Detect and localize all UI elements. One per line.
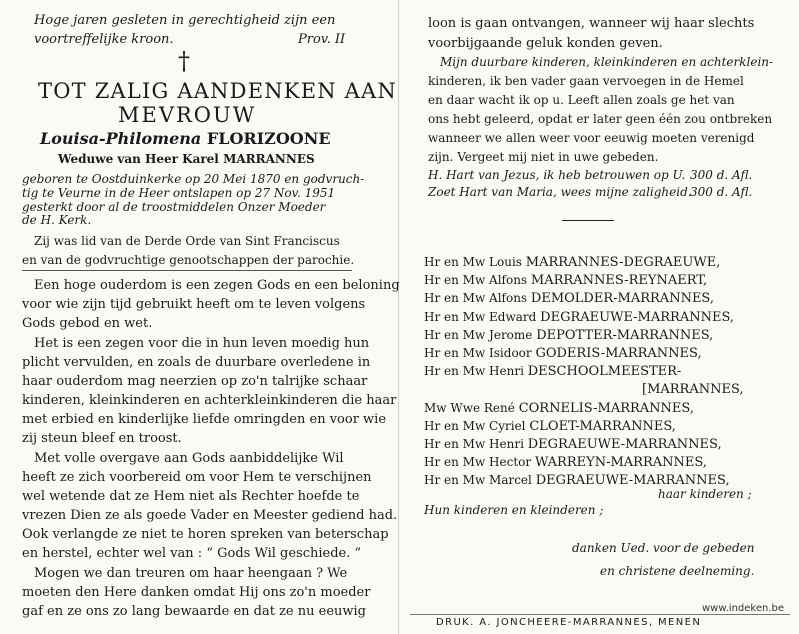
prayer-line: ons hebt geleerd, opdat er later geen één zou ontbreken (428, 112, 773, 126)
body-line: Het is een zegen voor die in hun leven moedig hun (34, 336, 370, 351)
birth-line-4: de H. Kerk. (22, 213, 92, 227)
deceased-name: Louisa-Philomena FLORIZOONE (40, 129, 331, 148)
body-line: haar ouderdom mag neerzien op zo'n talrijke schaar (22, 374, 368, 389)
heading-mevrouw: MEVROUW (118, 103, 257, 127)
prayer-line: kinderen, ik ben vader gaan vervoegen in de Hemel (428, 74, 744, 88)
indulgence-days: 300 d. Afl. (690, 168, 753, 182)
heading-in-memory: TOT ZALIG AANDENKEN AAN (38, 79, 397, 103)
grandchildren-label: Hun kinderen en kleinderen ; (424, 503, 604, 517)
birth-line-1: geboren te Oostduinkerke op 20 Mei 1870 en godvruch- (22, 172, 365, 186)
body-line: Mogen we dan treuren om haar heengaan ? We (34, 566, 348, 581)
prayer-line: zijn. Vergeet mij niet in uwe gebeden. (428, 150, 659, 164)
quote-line-2: voortreffelijke kroon. (34, 32, 174, 47)
indulgence-text: H. Hart van Jezus, ik heb betrouwen op U. (428, 168, 686, 182)
list-item: Hr en Mw Alfons MARRANNES-REYNAERT, (424, 273, 708, 289)
member-line-1: Zij was lid van de Derde Orde van Sint Franciscus (34, 234, 340, 248)
list-item: Hr en Mw Henri DEGRAEUWE-MARRANNES, (424, 436, 722, 452)
quote-line-1: Hoge jaren gesleten in gerechtigheid zijn een (34, 13, 336, 28)
list-item: Hr en Mw Marcel DEGRAEUWE-MARRANNES, (424, 473, 730, 489)
list-item: Hr en Mw Jerome DEPOTTER-MARRANNES, (424, 327, 714, 343)
body-line: Een hoge ouderdom is een zegen Gods en een beloning (34, 278, 400, 293)
list-item: Hr en Mw Isidoor GODERIS-MARRANNES, (424, 345, 702, 361)
body-line: Met volle overgave aan Gods aanbiddelijke Wil (34, 451, 344, 466)
prayer-line: wanneer we allen weer voor eeuwig moeten verenigd (428, 131, 755, 145)
printer-credit: DRUK. A. JONCHEERE-MARRANNES, MENEN (436, 617, 702, 628)
body-line: Gods gebod en wet. (22, 316, 153, 331)
divider (22, 270, 352, 271)
body-line: moeten den Here danken omdat Hij ons zo'n moeder (22, 585, 371, 600)
thanks-line-2: en christene deelneming. (600, 564, 755, 578)
body-line: kinderen, kleinkinderen en achterkleinkinderen die haar (22, 393, 397, 408)
body-line: en herstel, echter wel van : “ Gods Wil geschiede. ” (22, 546, 362, 561)
body-line: voor wie zijn tijd gebruikt heeft om te leven volgens (22, 297, 366, 312)
list-item: Hr en Mw Hector WARREYN-MARRANNES, (424, 455, 707, 471)
widow-line: Weduwe van Heer Karel MARRANNES (58, 152, 315, 166)
list-item: [MARRANNES, (642, 382, 744, 398)
list-item: Hr en Mw Henri DESCHOOLMEESTER- (424, 364, 682, 380)
family-list (424, 255, 764, 491)
divider (562, 220, 614, 221)
list-item: Hr en Mw Edward DEGRAEUWE-MARRANNES, (424, 309, 735, 325)
birth-line-2: tig te Veurne in de Heer ontslapen op 27 Nov. 1951 (22, 186, 336, 200)
watermark: www.indeken.be (702, 603, 785, 614)
body-line: Ook verlangde ze niet te horen spreken van beterschap (22, 527, 389, 542)
body-line: plicht vervulden, en zoals de duurbare overledene in (22, 355, 371, 370)
list-item: Hr en Mw Alfons DEMOLDER-MARRANNES, (424, 291, 715, 307)
member-line-2: en van de godvruchtige genootschappen der parochie. (22, 253, 355, 267)
indulgence-days: 300 d. Afl. (690, 185, 753, 199)
body-line: wel wetende dat ze Hem niet als Rechter hoefde te (22, 489, 360, 504)
prayer-line: Mijn duurbare kinderen, kleinkinderen en achterklein- (440, 55, 774, 69)
quote-reference: Prov. II (298, 32, 346, 47)
body-line: met erbied en kinderlijke liefde omringden en voor wie (22, 412, 387, 427)
right-page (400, 0, 799, 634)
list-item: Mw Wwe René CORNELIS-MARRANNES, (424, 400, 694, 416)
cross-icon: † (178, 47, 190, 75)
left-page (0, 0, 399, 634)
divider (410, 614, 790, 615)
list-item: Hr en Mw Louis MARRANNES-DEGRAEUWE, (424, 255, 721, 270)
list-item: Hr en Mw Cyriel CLOET-MARRANNES, (424, 418, 676, 434)
prayer-line: en daar wacht ik op u. Leeft allen zoals ge het van (428, 93, 735, 107)
body-line: zij steun bleef en troost. (22, 431, 182, 446)
indulgence-text: Zoet Hart van Maria, wees mijne zaligheid. (428, 185, 692, 199)
body-line: voorbijgaande geluk konden geven. (428, 36, 663, 51)
thanks-line-1: danken Ued. voor de gebeden (572, 541, 755, 555)
birth-line-3: gesterkt door al de troostmiddelen Onzer Moeder (22, 200, 326, 214)
body-line: vrezen Dien ze als goede Vader en Meester gediend had. (22, 508, 398, 523)
body-line: heeft ze zich voorbereid om voor Hem te verschijnen (22, 470, 372, 485)
body-line: loon is gaan ontvangen, wanneer wij haar slechts (428, 16, 755, 31)
body-line: gaf en ze ons zo lang bewaarde en dat ze nu eeuwig (22, 604, 366, 619)
children-label: haar kinderen ; (658, 487, 752, 501)
